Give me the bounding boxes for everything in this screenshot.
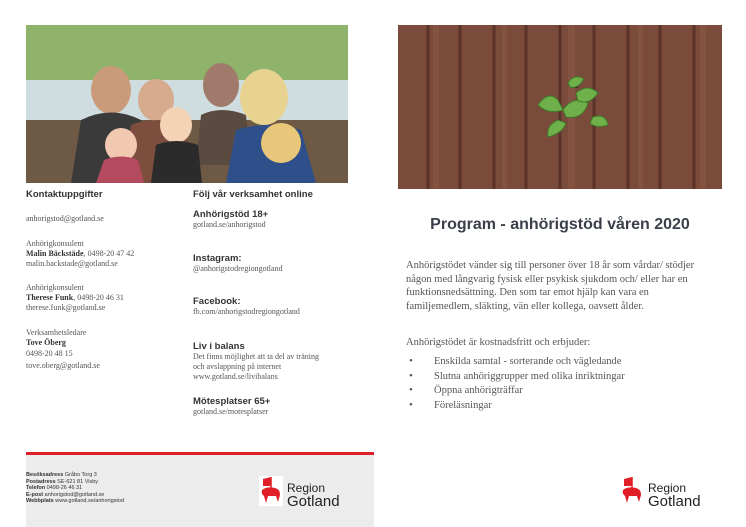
logo-gotland-text: Gotland [648,493,701,510]
contact-person-3 [26,328,196,371]
section2-title: Instagram: [193,253,242,264]
contact-heading: Kontaktuppgifter [26,189,103,200]
list-item: • Enskilda samtal - sorterande och vägledande [406,356,625,371]
contact-email[interactable]: anhorigstod@gotland.se [26,214,104,223]
footer-post: Postadress SE-621 81 Visby [26,478,99,485]
region-gotland-logo-left [259,474,354,514]
footer-email[interactable]: E-post anhorigstod@gotland.se [26,491,105,498]
family-photo [26,25,348,183]
person3-email[interactable]: tove.oberg@gotland.se [26,361,100,370]
section2-link[interactable]: @anhorigstodregiongotland [193,264,283,273]
section3-title: Facebook: [193,296,241,307]
list-item: • Föreläsningar [406,400,625,415]
online-section-4 [193,341,319,382]
list-item: • Öppna anhörigträffar [406,385,625,400]
logo-region-text: Region [648,481,687,495]
person1-email[interactable]: malin.backstade@gotland.se [26,259,118,268]
wood-fence-photo [398,25,722,189]
ram-emblem-icon [259,476,283,506]
person1-phone: , 0498-20 47 42 [83,249,135,258]
section4-link[interactable]: www.gotland.se/livibalans [193,372,278,381]
person2-name: Therese Funk [26,293,74,302]
logo-region-text: Region [287,481,326,495]
page-title: Program - anhörigstöd våren 2020 [430,216,690,233]
person2-role: Anhörigkonsulent [26,283,84,292]
online-section-3 [193,296,300,317]
person3-name: Tove Öberg [26,338,66,347]
section5-title: Mötesplatser 65+ [193,396,271,407]
intro-paragraph: Anhörigstödet vänder sig till personer över 18 år som vårdar/ stödjer någon med långvarig fysisk eller psykisk sjukdom och/ eller har en funktionsnedsättning. Den som tar emot hjälp kan vara en familjemedlem, släkting, vän eller kollega, oavsett ålder. [406,260,695,312]
online-section-5 [193,396,270,417]
section4-text-1: Det finns möjlighet att ta del av träning [193,352,319,361]
online-section-1 [193,209,268,230]
person3-role: Verksamhetsledare [26,328,87,337]
section4-title: Liv i balans [193,341,245,352]
ram-emblem-icon [620,476,644,506]
footer-phone: Telefon 0498-26 46 31 [26,485,83,491]
person3-phone: 0498-20 48 15 [26,349,73,358]
person2-line [26,293,196,303]
list-item: • Slutna anhöriggrupper med olika inriktningar [406,371,625,386]
offer-list [406,356,625,414]
logo-gotland-text: Gotland [287,493,340,510]
section1-link[interactable]: gotland.se/anhorigstod [193,220,266,229]
section1-title: Anhörigstöd 18+ [193,209,269,220]
person2-email[interactable]: therese.funk@gotland.se [26,303,106,312]
footer-addresses [26,472,124,505]
contact-person-2 [26,283,196,313]
online-section-2 [193,253,283,274]
footer-web[interactable]: Webbplats www.gotland.se/anhorigstod [26,498,125,504]
offer-text: Anhörigstödet är kostnadsfritt och erbjuder: [406,337,591,348]
person1-line [26,249,196,259]
region-gotland-logo-right [620,474,720,514]
person1-name: Malin Bäckstäde [26,249,84,258]
person2-phone: , 0498-20 46 31 [73,293,124,302]
online-heading: Följ vår verksamhet online [193,189,313,200]
person1-role: Anhörigkonsulent [26,239,84,248]
contact-person-1 [26,239,196,269]
section4-text-2: och avslappning på internet [193,362,282,371]
section3-link[interactable]: fb.com/anhorigstodregiongotland [193,307,300,316]
section5-link[interactable]: gotland.se/motesplatser [193,407,269,416]
footer-visit: Besöksadress Gråbo Torg 3 [26,472,97,478]
